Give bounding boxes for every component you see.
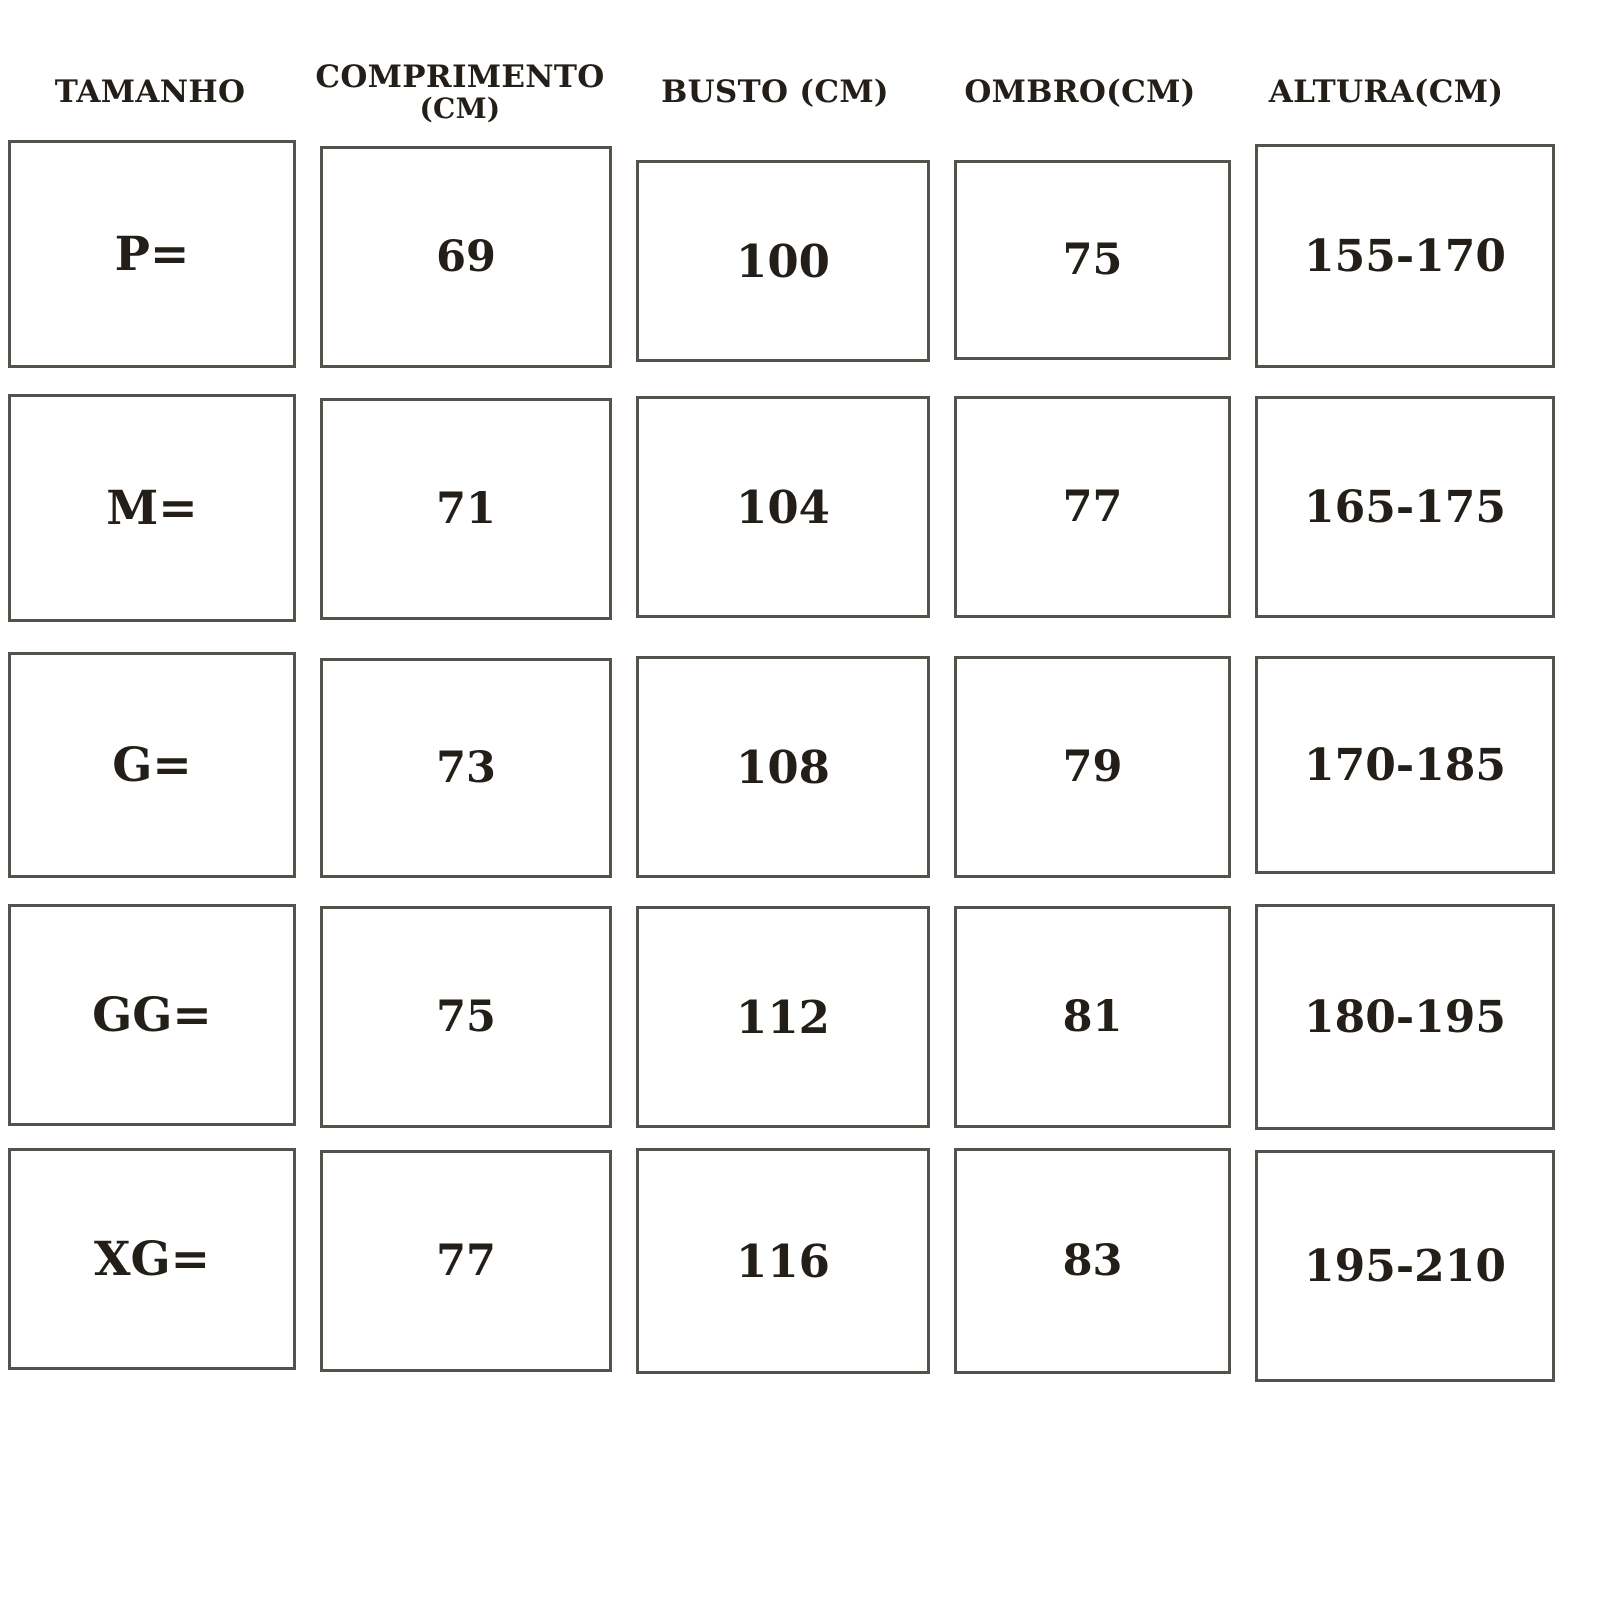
column-header-altura-label: ALTURA(CM): [1268, 73, 1504, 110]
cell-ombro: 83: [954, 1148, 1231, 1374]
cell-altura: 155-170: [1255, 144, 1555, 368]
cell-busto: 116: [636, 1148, 930, 1374]
column-header-ombro-label: OMBRO(CM): [964, 73, 1196, 110]
cell-size: G=: [8, 652, 296, 878]
cell-comprimento: 69: [320, 146, 612, 368]
cell-ombro: 77: [954, 396, 1231, 618]
table-row: [8, 394, 1555, 622]
cell-busto: 112: [636, 906, 930, 1128]
column-header-ombro: [930, 52, 1230, 132]
cell-ombro: 81: [954, 906, 1231, 1128]
cell-ombro: 79: [954, 656, 1231, 878]
column-header-comprimento: [300, 52, 620, 132]
cell-comprimento: 75: [320, 906, 612, 1128]
column-header-tamanho-label: TAMANHO: [54, 73, 246, 110]
column-header-altura: [1230, 52, 1542, 132]
column-header-busto-label: BUSTO (CM): [661, 73, 889, 110]
cell-size: XG=: [8, 1148, 296, 1370]
size-chart-table: [8, 140, 1555, 1382]
cell-comprimento: 77: [320, 1150, 612, 1372]
cell-ombro: 75: [954, 160, 1231, 360]
table-row: [8, 904, 1555, 1130]
cell-size: GG=: [8, 904, 296, 1126]
cell-size: P=: [8, 140, 296, 368]
cell-comprimento: 71: [320, 398, 612, 620]
cell-size: M=: [8, 394, 296, 622]
table-row: [8, 140, 1555, 368]
table-row: [8, 1148, 1555, 1382]
cell-altura: 165-175: [1255, 396, 1555, 618]
column-header-tamanho: [0, 52, 300, 132]
column-header-busto: [620, 52, 930, 132]
cell-altura: 180-195: [1255, 904, 1555, 1130]
table-row: [8, 652, 1555, 878]
cell-busto: 108: [636, 656, 930, 878]
column-header-comprimento-label: COMPRIMENTO: [315, 59, 605, 96]
cell-altura: 170-185: [1255, 656, 1555, 874]
cell-comprimento: 73: [320, 658, 612, 878]
cell-busto: 100: [636, 160, 930, 362]
table-header-row: [0, 52, 1600, 132]
column-header-comprimento-unit: (CM): [419, 91, 501, 125]
cell-busto: 104: [636, 396, 930, 618]
cell-altura: 195-210: [1255, 1150, 1555, 1382]
